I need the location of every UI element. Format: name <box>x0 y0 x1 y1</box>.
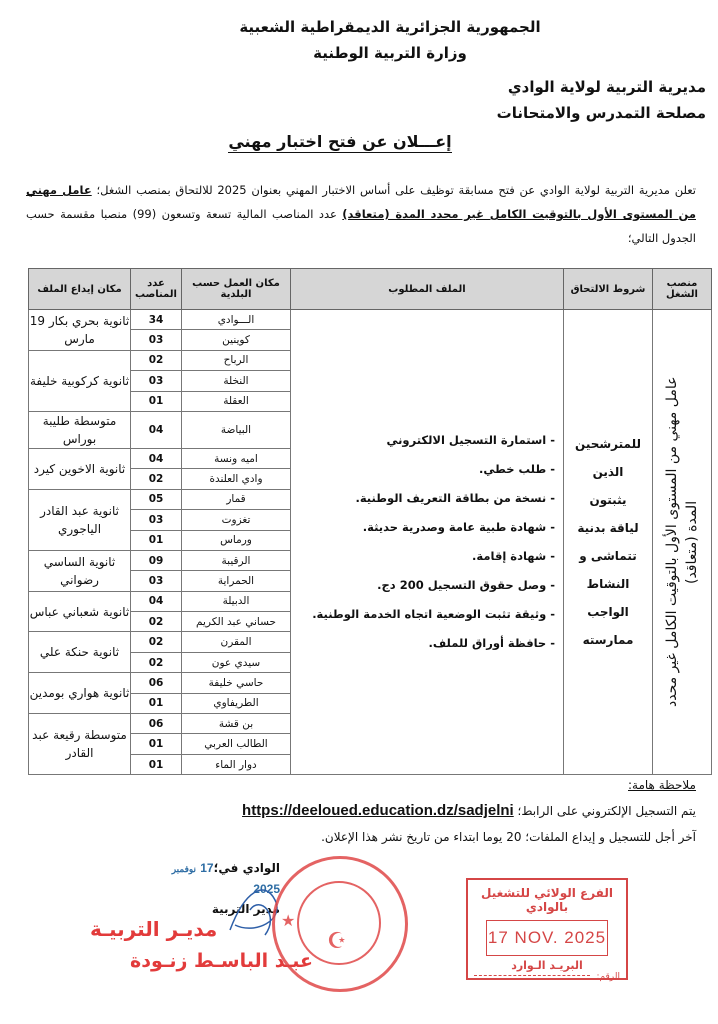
municipality-cell: الطالب العربي <box>182 734 291 754</box>
municipality-cell: وادي العلندة <box>182 469 291 489</box>
condition-line: لياقة بدنية <box>577 521 639 536</box>
note-deadline: آخر أجل للتسجيل و إيداع الملفات؛ 20 يوما ابتداء من تاريخ نشر هذا الإعلان. <box>321 830 696 844</box>
seal-star-icon: ★ <box>281 911 296 930</box>
municipality-cell: الرقيبة <box>182 550 291 570</box>
municipality-cell: الدبيلة <box>182 591 291 611</box>
count-cell: 02 <box>131 632 182 652</box>
table-header-row <box>29 269 712 310</box>
header-municipality: مكان العمل حسب البلدية <box>182 269 291 310</box>
document-item: - وصل حقوق التسجيل 200 دج. <box>377 578 555 593</box>
important-note <box>26 772 696 850</box>
count-cell: 04 <box>131 448 182 468</box>
intro-post: عامل مهني من المستوى الأول بالتوقيت الكامل غير محدد المدة (متعاقد) <box>26 183 696 221</box>
count-cell: 02 <box>131 652 182 672</box>
condition-line: النشاط <box>586 577 630 592</box>
conditions-cell <box>564 310 653 775</box>
deposit-location-cell: ثانوية بحري بكار 19 مارس <box>29 310 131 351</box>
deposit-location-cell: متوسطة رقيعة عبد القادر <box>29 714 131 775</box>
municipality-cell: العقلة <box>182 391 291 411</box>
municipality-cell: الحمراية <box>182 571 291 591</box>
positions-table <box>28 268 712 775</box>
count-cell: 01 <box>131 391 182 411</box>
condition-line: يثبتون <box>589 493 627 508</box>
directorate-name: مديرية التربية لولاية الوادي <box>507 78 706 96</box>
municipality-cell: بن قشة <box>182 714 291 734</box>
ministry-name: وزارة التربية الوطنية <box>313 44 467 62</box>
municipality-cell: قمار <box>182 489 291 509</box>
count-cell: 06 <box>131 714 182 734</box>
municipality-cell: المقرن <box>182 632 291 652</box>
count-cell: 01 <box>131 754 182 774</box>
reception-stamp <box>466 878 628 980</box>
municipality-cell: الرباح <box>182 350 291 370</box>
document-item: - حافظة أوراق للملف. <box>428 636 555 651</box>
note-line1: يتم التسجيل الإلكتروني على الرابط؛ <box>513 804 696 818</box>
letterhead-local <box>346 74 706 126</box>
municipality-cell: البياضة <box>182 411 291 448</box>
signature-month: نوفمبر <box>171 864 197 874</box>
count-cell: 34 <box>131 310 182 330</box>
count-cell: 02 <box>131 469 182 489</box>
signature-day: 17 <box>200 861 214 875</box>
count-cell: 02 <box>131 612 182 632</box>
deposit-location-cell: ثانوية الساسي رضواني <box>29 550 131 591</box>
document-item: - شهادة إقامة. <box>472 549 555 564</box>
condition-line: للمترشحين <box>575 437 641 452</box>
stamp-role: مديـر التربيـة <box>90 917 218 941</box>
document-item: - نسخة من بطاقة التعريف الوطنية. <box>355 491 555 506</box>
count-cell: 03 <box>131 371 182 391</box>
stamp-name: عبـد الباسـط زنـودة <box>130 950 313 972</box>
intro-part1: تعلن مديرية التربية لولاية الوادي عن فتح مسابقة توظيف على أساس الاختبار المهني بعنوان 2025 للالتحاق بمنصب الشغل؛ <box>91 183 696 197</box>
municipality-cell: النخلة <box>182 371 291 391</box>
count-cell: 09 <box>131 550 182 570</box>
documents-cell <box>291 310 564 775</box>
count-cell: 01 <box>131 530 182 550</box>
document-item: - شهادة طبية عامة وصدرية حديثة. <box>362 520 555 535</box>
crescent-star-icon: ☪ <box>327 929 347 954</box>
condition-line: تتماشى و <box>579 549 637 564</box>
reception-mail: البريـد الـوارد <box>511 959 583 972</box>
reception-number-label: الرقم: <box>596 972 620 982</box>
reception-date: 17 NOV. 2025 <box>486 920 608 956</box>
condition-line: الذين <box>592 465 624 480</box>
republic-name: الجمهورية الجزائرية الديمقراطية الشعبية <box>239 18 541 36</box>
count-cell: 04 <box>131 411 182 448</box>
header-post: منصب الشغل <box>653 269 712 310</box>
header-documents: الملف المطلوب <box>291 269 564 310</box>
municipality-cell: حساني عبد الكريم <box>182 612 291 632</box>
municipality-cell: الطريفاوي <box>182 693 291 713</box>
count-cell: 05 <box>131 489 182 509</box>
reception-office: الفرع الولائي للتشغيل بالوادي <box>481 886 613 914</box>
signature-year: 2025 <box>253 882 280 896</box>
deposit-location-cell: ثانوية هواري بومدين <box>29 673 131 714</box>
count-cell: 03 <box>131 330 182 350</box>
municipality-cell: سيدي عون <box>182 652 291 672</box>
count-cell: 01 <box>131 734 182 754</box>
municipality-cell: ورماس <box>182 530 291 550</box>
count-cell: 01 <box>131 693 182 713</box>
municipality-cell: اميه ونسة <box>182 448 291 468</box>
post-name-cell <box>653 310 712 775</box>
condition-line: الواجب <box>587 605 629 620</box>
post-name: عامل مهني من المستوى الأول بالتوقيت الكامل غير محدد المدة (متعاقد) <box>664 376 700 708</box>
service-name: مصلحة التمدرس والامتحانات <box>496 104 706 122</box>
header-count: عدد المناصب <box>131 269 182 310</box>
table-row <box>29 310 712 330</box>
header-conditions: شروط الالتحاق <box>564 269 653 310</box>
count-cell: 03 <box>131 510 182 530</box>
intro-paragraph <box>26 178 696 250</box>
count-cell: 03 <box>131 571 182 591</box>
registration-link[interactable]: https://deeloued.education.dz/sadjelni <box>242 802 514 819</box>
deposit-location-cell: ثانوية كركوبية خليفة <box>29 350 131 411</box>
deposit-location-cell: ثانوية حنكة علي <box>29 632 131 673</box>
intro-part2: عدد المناصب المالية تسعة وتسعون (99) منصبا مقسمة حسب الجدول التالي؛ <box>26 207 696 245</box>
deposit-location-cell: متوسطة طليبة بوراس <box>29 411 131 448</box>
signature-role: مدير التربية <box>211 902 280 916</box>
count-cell: 04 <box>131 591 182 611</box>
municipality-cell: كوينين <box>182 330 291 350</box>
municipality-cell: حاسي خليفة <box>182 673 291 693</box>
count-cell: 06 <box>131 673 182 693</box>
document-item: - وثيقة تثبت الوضعية اتجاه الخدمة الوطنية. <box>312 607 555 622</box>
deposit-location-cell: ثانوية الاخوين كيرد <box>29 448 131 489</box>
document-title: إعـــلان عن فتح اختبار مهني <box>228 132 452 151</box>
document-item: - طلب خطي. <box>479 462 555 477</box>
count-cell: 02 <box>131 350 182 370</box>
municipality-cell: الـــوادي <box>182 310 291 330</box>
condition-line: ممارسته <box>582 633 634 648</box>
letterhead-national <box>220 14 560 66</box>
note-label: ملاحظة هامة: <box>628 778 696 792</box>
municipality-cell: تغزوت <box>182 510 291 530</box>
municipality-cell: دوار الماء <box>182 754 291 774</box>
deposit-location-cell: ثانوية عبد القادر الياجوري <box>29 489 131 550</box>
official-round-seal <box>272 856 408 992</box>
signature-place: الوادي في؛ <box>213 861 280 875</box>
deposit-location-cell: ثانوية شعباني عباس <box>29 591 131 632</box>
document-item: - استمارة التسجيل الالكتروني <box>386 433 555 448</box>
header-deposit: مكان إيداع الملف <box>29 269 131 310</box>
